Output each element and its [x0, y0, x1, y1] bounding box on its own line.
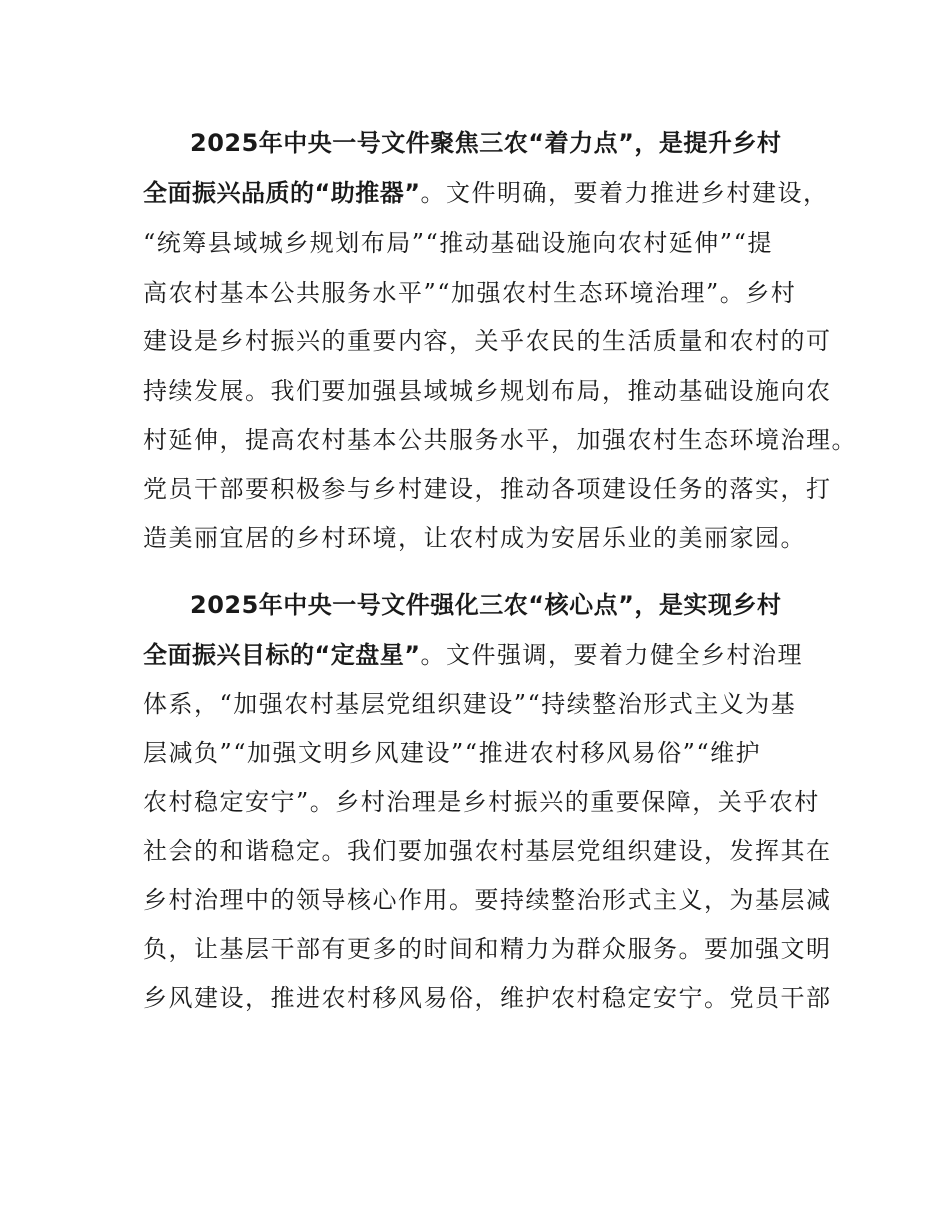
- paragraph1-text-line: 造美丽宜居的乡村环境，让农村成为安居乐业的美丽家园。: [143, 524, 806, 552]
- paragraph2-lead-line1: 2025年中央一号文件强化三农“核心点”，是实现乡村: [190, 591, 782, 619]
- paragraph2-line2-rest: 。文件强调，要着力健全乡村治理: [420, 641, 804, 669]
- paragraph1-line2-rest: 。文件明确，要着力推进乡村建设，: [420, 179, 829, 207]
- paragraph1-lead-line2: 全面振兴品质的“助推器”: [143, 179, 421, 207]
- paragraph2-text-line: 农村稳定安宁”。乡村治理是乡村振兴的重要保障，关乎农村: [143, 788, 820, 816]
- paragraph2-text-line: 体系，“加强农村基层党组织建设”“持续整治形式主义为基: [143, 690, 797, 718]
- paragraph1-text-line: 建设是乡村振兴的重要内容，关乎农民的生活质量和农村的可: [143, 327, 832, 355]
- paragraph1-line2: [143, 178, 829, 208]
- paragraph1-text-line: 村延伸，提高农村基本公共服务水平，加强农村生态环境治理。: [143, 426, 857, 454]
- paragraph1-text-line: 持续发展。我们要加强县域城乡规划布局，推动基础设施向农: [143, 377, 832, 405]
- paragraph1-text-line: “统筹县域城乡规划布局”“推动基础设施向农村延伸”“提: [143, 229, 773, 257]
- paragraph2-text-line: 层减负”“加强文明乡风建设”“推进农村移风易俗”“维护: [143, 739, 762, 767]
- paragraph2-line2: [143, 640, 803, 670]
- paragraph2-lead-line2: 全面振兴目标的“定盘星”: [143, 641, 421, 669]
- paragraph1-text-line: 高农村基本公共服务水平”“加强农村生态环境治理”。乡村: [143, 279, 797, 307]
- paragraph2-text-line: 乡村治理中的领导核心作用。要持续整治形式主义，为基层减: [143, 886, 832, 914]
- paragraph2-text-line: 负，让基层干部有更多的时间和精力为群众服务。要加强文明: [143, 935, 832, 963]
- paragraph1-text-line: 党员干部要积极参与乡村建设，推动各项建设任务的落实，打: [143, 475, 832, 503]
- paragraph2-text-line: 乡风建设，推进农村移风易俗，维护农村稳定安宁。党员干部: [143, 984, 832, 1012]
- paragraph1-lead-line1: 2025年中央一号文件聚焦三农“着力点”，是提升乡村: [190, 129, 782, 157]
- paragraph2-text-line: 社会的和谐稳定。我们要加强农村基层党组织建设，发挥其在: [143, 837, 832, 865]
